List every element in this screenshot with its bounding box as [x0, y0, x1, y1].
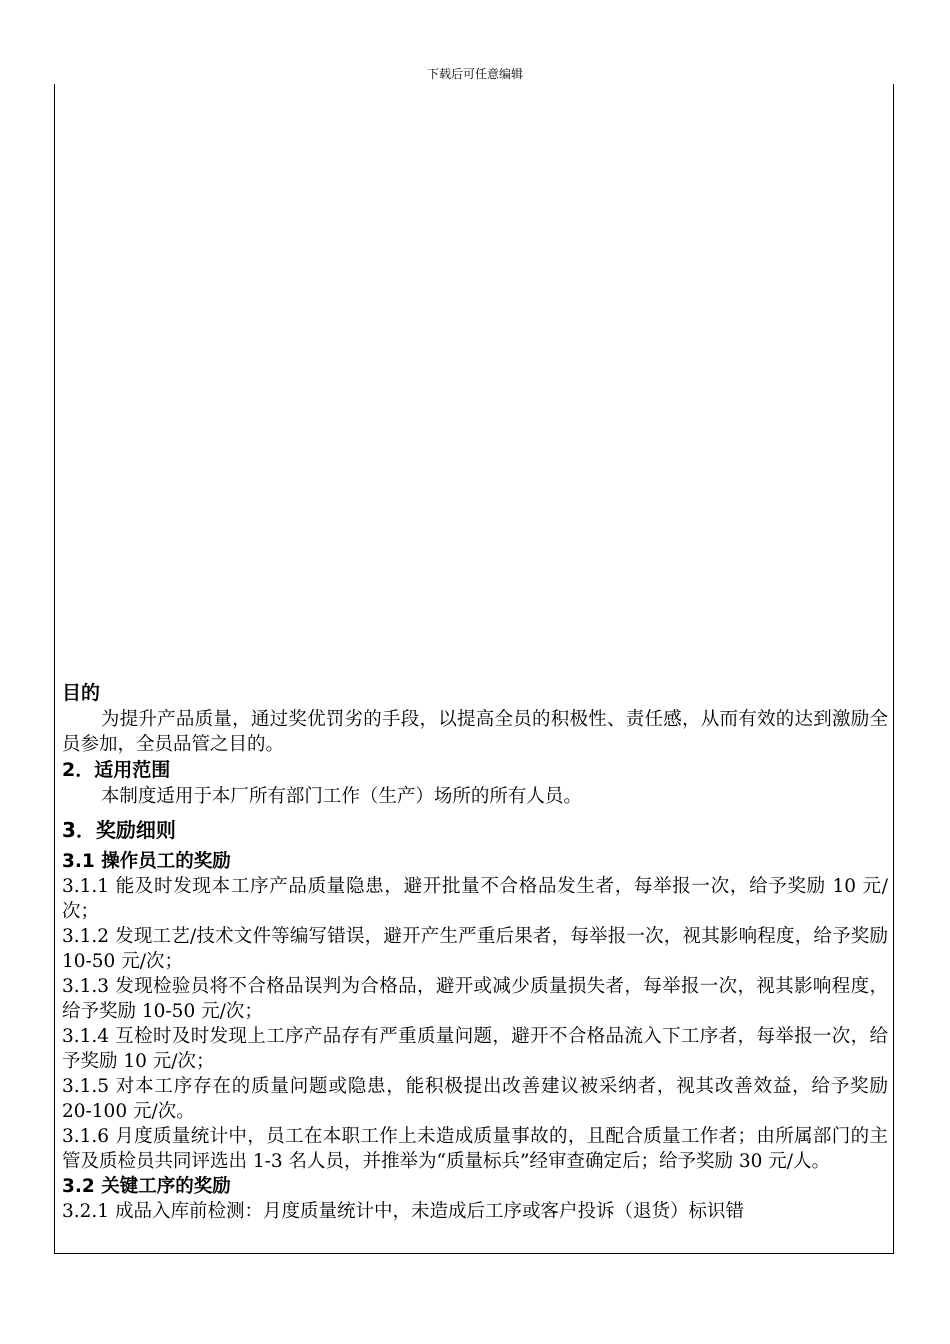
operator-reward-item: 3.1.2 发现工艺/技术文件等编写错误，避开产生严重后果者，每举报一次，视其影响程度，给予奖励 10-50 元/次；	[62, 926, 888, 972]
operator-reward-item: 3.1.1 能及时发现本工序产品质量隐患，避开批量不合格品发生者，每举报一次，给予奖励 10 元/次；	[62, 876, 888, 922]
purpose-heading: 目的	[62, 682, 101, 704]
key-process-reward-item: 3.2.1 成品入库前检测：月度质量统计中，未造成后工序或客户投诉（退货）标识错	[62, 1201, 744, 1222]
operator-reward-item: 3.1.3 发现检验员将不合格品误判为合格品，避开或减少质量损失者，每举报一次，视其影响程度，给予奖励 10-50 元/次；	[62, 976, 888, 1022]
rewards-heading: 3．奖励细则	[62, 818, 176, 842]
operator-reward-item: 3.1.5 对本工序存在的质量问题或隐患，能积极提出改善建议被采纳者，视其改善效益，给予奖励 20-100 元/次。	[62, 1076, 888, 1122]
operator-reward-item: 3.1.6 月度质量统计中，员工在本职工作上未造成质量事故的，且配合质量工作者；由所属部门的主管及质检员共同评选出 1-3 名人员，并推举为“质量标兵”经审查确定后；给予奖励 30 元/人。	[62, 1126, 888, 1172]
scope-heading: 2．适用范围	[62, 759, 171, 781]
purpose-text: 为提升产品质量，通过奖优罚劣的手段，以提高全员的积极性、责任感，从而有效的达到激励全员参加，全员品管之目的。	[62, 709, 888, 755]
header-note: 下载后可任意编辑	[426, 67, 523, 81]
document-body	[62, 680, 888, 1224]
operator-reward-item: 3.1.4 互检时及时发现上工序产品存有严重质量问题，避开不合格品流入下工序者，每举报一次，给予奖励 10 元/次；	[62, 1026, 888, 1072]
key-process-rewards-heading: 3.2 关键工序的奖励	[62, 1176, 231, 1197]
scope-text: 本制度适用于本厂所有部门工作（生产）场所的所有人员。	[100, 786, 582, 807]
operator-rewards-heading: 3.1 操作员工的奖励	[62, 851, 231, 872]
